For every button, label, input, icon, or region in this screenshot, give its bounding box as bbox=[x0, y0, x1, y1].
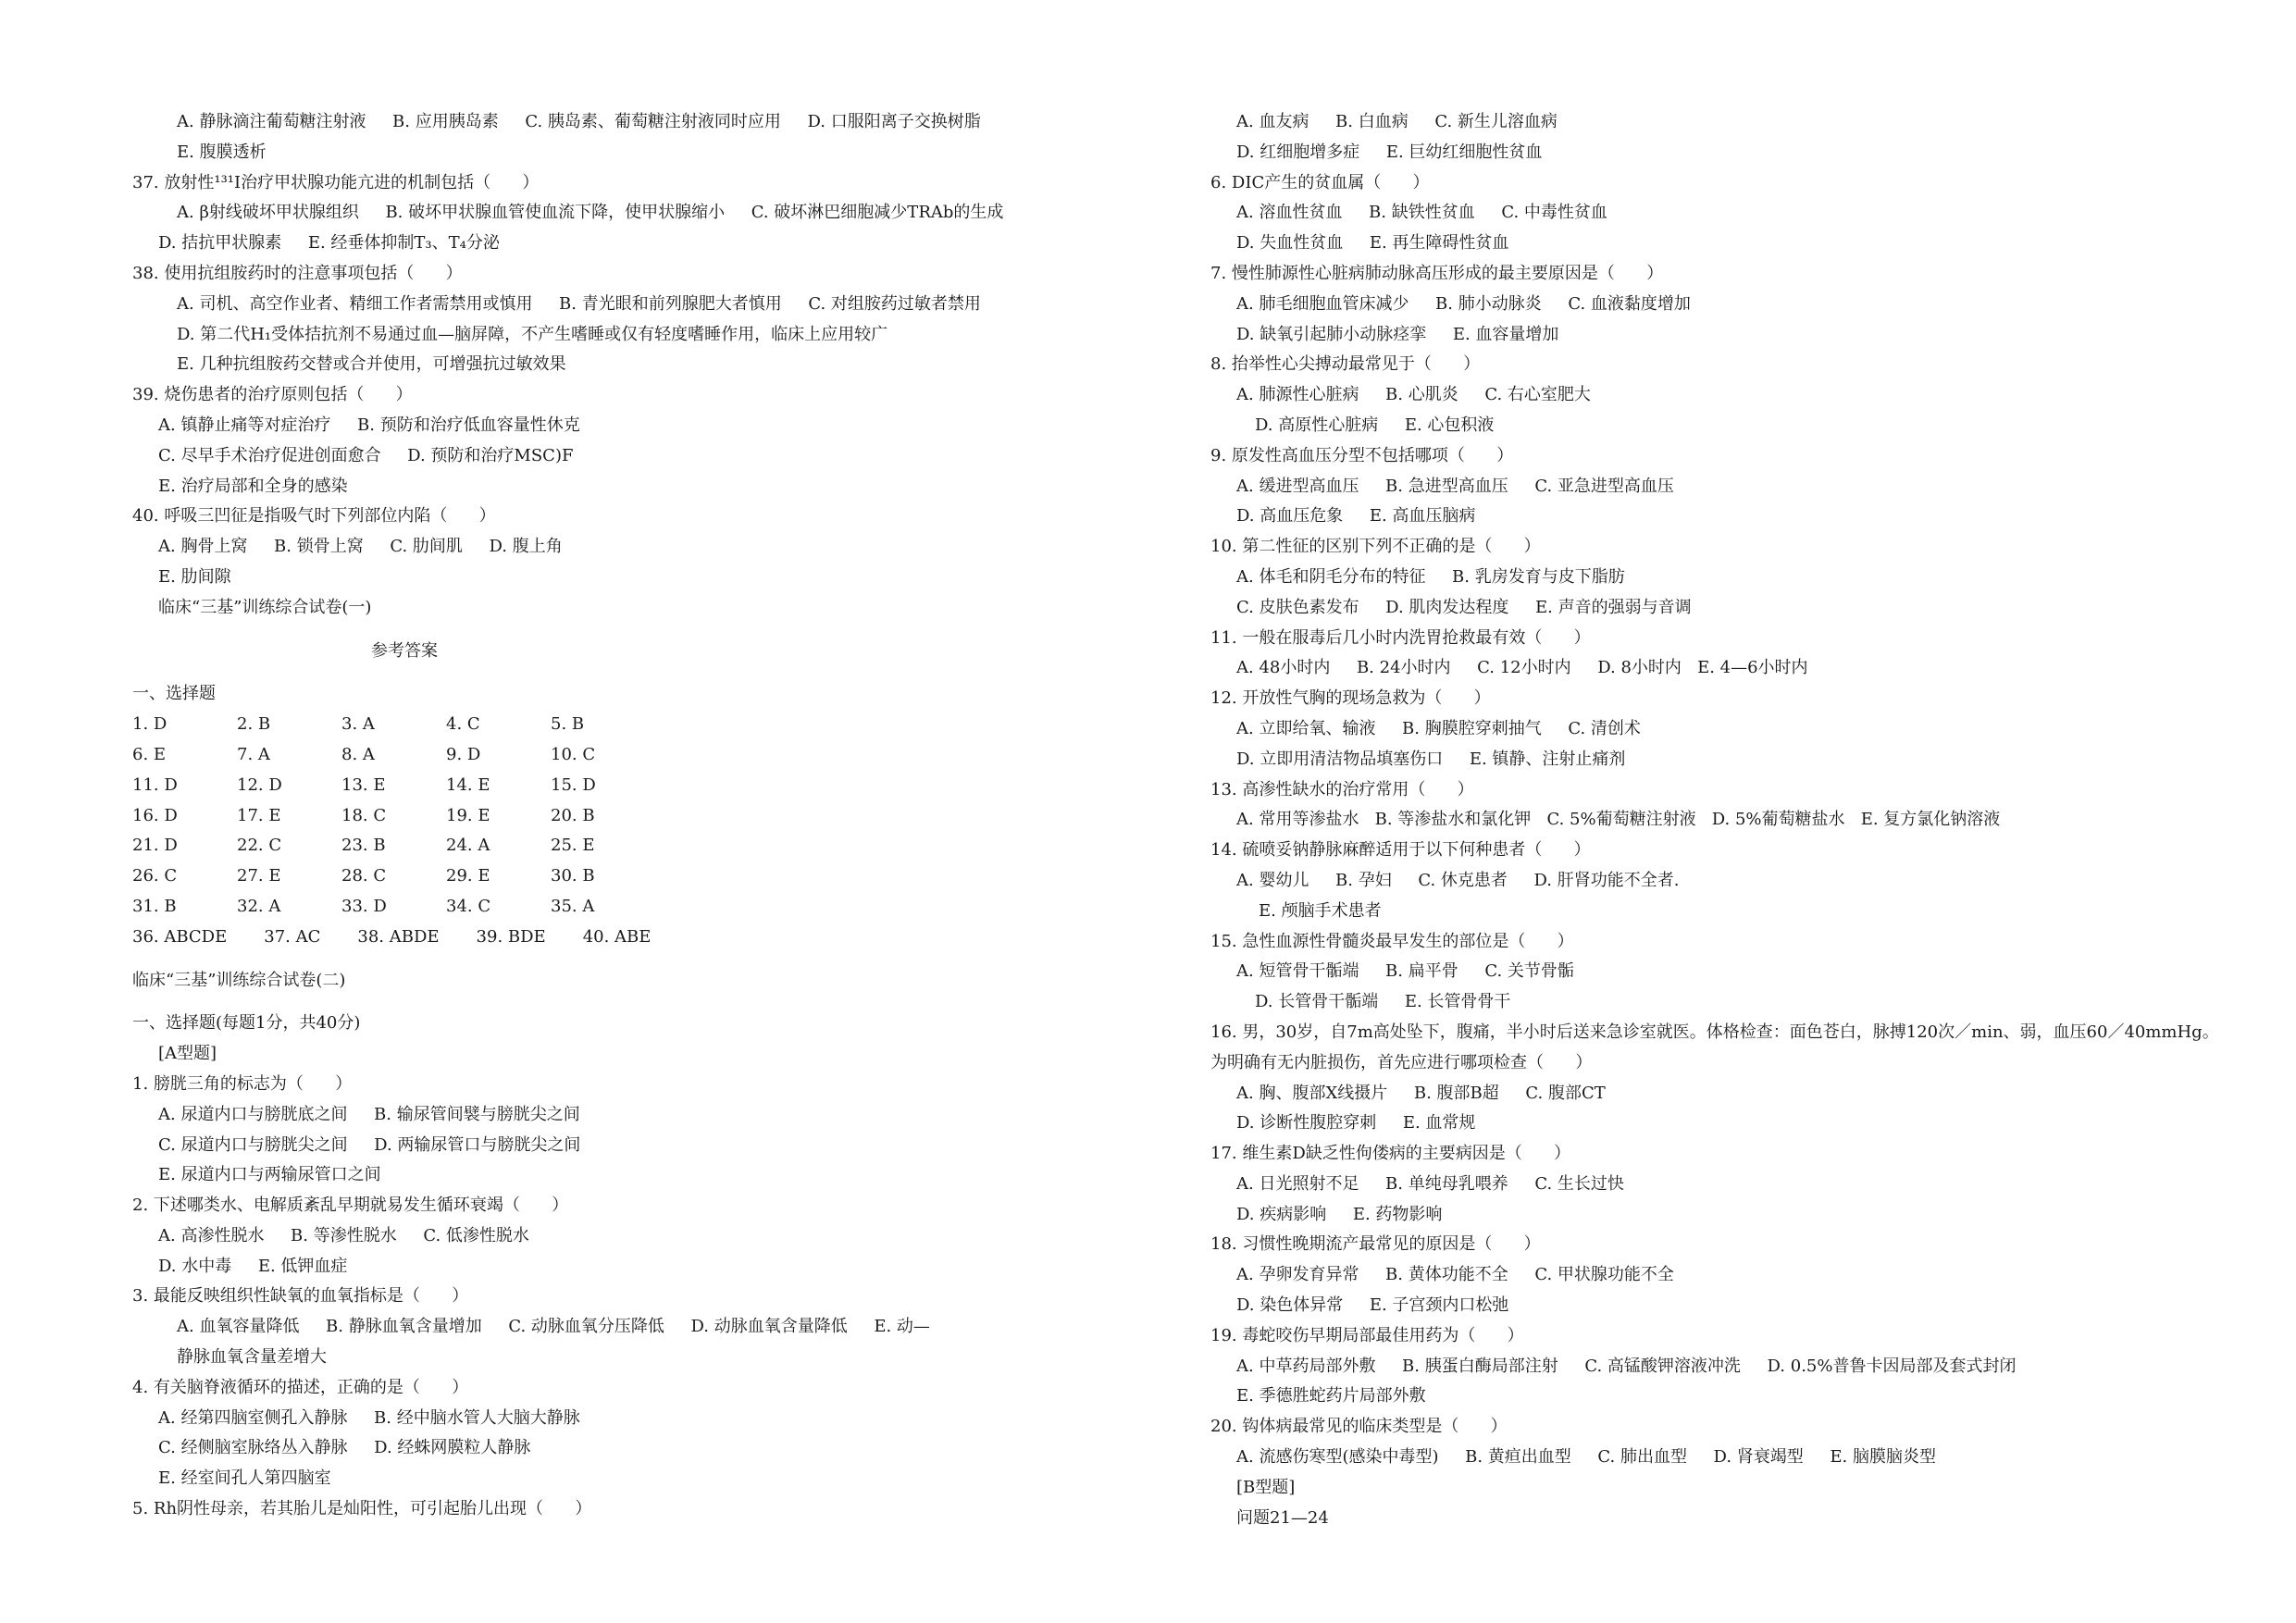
answer-cell: 27. E bbox=[237, 866, 281, 886]
option-line: D. 缺氧引起肺小动脉痉挛 E. 血容量增加 bbox=[1236, 324, 1559, 344]
option-line: E. 腹膜透析 bbox=[177, 142, 267, 162]
option-line: 静脉血氧含量差增大 bbox=[177, 1347, 327, 1368]
option-line: A. 血友病 B. 白血病 C. 新生儿溶血病 bbox=[1236, 112, 1558, 131]
option-line: A. 常用等渗盐水 B. 等渗盐水和氯化钾 C. 5%葡萄糖注射液 D. 5%葡萄糖盐水 E. 复方氯化钠溶液 bbox=[1236, 810, 2001, 830]
option-line: A. β射线破坏甲状腺组织 B. 破坏甲状腺血管使血流下降，使甲状腺缩小 C. 破坏淋巴细胞减少TRAb的生成 bbox=[177, 203, 1004, 223]
question-line: 一、选择题(每题1分，共40分) bbox=[132, 1013, 361, 1034]
option-line: E. 几种抗组胺药交替或合并使用，可增强抗过敏效果 bbox=[177, 354, 566, 375]
option-line: A. 胸骨上窝 B. 锁骨上窝 C. 肋间肌 D. 腹上角 bbox=[158, 537, 563, 557]
option-line: A. 中草药局部外敷 B. 胰蛋白酶局部注射 C. 高锰酸钾溶液冲洗 D. 0.5%普鲁卡因局部及套式封闭 bbox=[1236, 1356, 2017, 1376]
option-line: C. 皮肤色素发布 D. 肌肉发达程度 E. 声音的强弱与音调 bbox=[1236, 597, 1692, 617]
question-line: 3. 最能反映组织性缺氧的血氧指标是（ ） bbox=[132, 1286, 469, 1307]
option-line: A. 立即给氧、输液 B. 胸膜腔穿刺抽气 C. 清创术 bbox=[1236, 718, 1641, 738]
answer-cell: 22. C bbox=[237, 836, 282, 856]
option-line: C. 尿道内口与膀胱尖之间 D. 两输尿管口与膀胱尖之间 bbox=[158, 1134, 581, 1155]
question-block-right bbox=[1210, 107, 2265, 1533]
question-line: 39. 烧伤患者的治疗原则包括（ ） bbox=[132, 385, 413, 405]
answer-cell: 3. A bbox=[341, 714, 375, 735]
question-line: 37. 放射性¹³¹I治疗甲状腺功能亢进的机制包括（ ） bbox=[132, 172, 540, 192]
answer-cell: 30. B bbox=[551, 866, 595, 886]
answer-cell: 20. B bbox=[551, 805, 595, 825]
option-line: D. 疾病影响 E. 药物影响 bbox=[1236, 1204, 1443, 1224]
answer-cell: 32. A bbox=[237, 896, 281, 916]
option-line: D. 高原性心脏病 E. 心包积液 bbox=[1255, 415, 1495, 435]
answer-cell: 40. ABE bbox=[582, 926, 652, 947]
spacer bbox=[132, 953, 1160, 966]
question-line: 5. Rh阴性母亲，若其胎儿是灿阳性，可引起胎儿出现（ ） bbox=[132, 1499, 592, 1519]
option-line: C. 经侧脑室脉络丛入静脉 D. 经蛛网膜粒人静脉 bbox=[158, 1438, 531, 1458]
question-line: 11. 一般在服毒后几小时内洗胃抢救最有效（ ） bbox=[1210, 627, 1591, 648]
question-line: 12. 开放性气胸的现场急救为（ ） bbox=[1210, 688, 1491, 709]
answer-cell: 1. D bbox=[132, 714, 168, 735]
option-line: E. 尿道内口与两输尿管口之间 bbox=[158, 1165, 381, 1185]
option-line: D. 立即用清洁物品填塞伤口 E. 镇静、注射止痛剂 bbox=[1236, 749, 1626, 769]
question-line: 2. 下述哪类水、电解质紊乱早期就易发生循环衰竭（ ） bbox=[132, 1196, 569, 1216]
left-column bbox=[132, 107, 1160, 1525]
answer-cell: 10. C bbox=[551, 744, 596, 764]
question-line: 为明确有无内脏损伤，首先应进行哪项检查（ ） bbox=[1210, 1052, 1593, 1072]
option-line: 临床“三基”训练综合试卷(一) bbox=[158, 597, 372, 617]
answer-cell: 14. E bbox=[446, 774, 490, 795]
option-line: A. 尿道内口与膀胱底之间 B. 输尿管间襞与膀胱尖之间 bbox=[158, 1104, 580, 1124]
question-line: 1. 膀胱三角的标志为（ ） bbox=[132, 1073, 353, 1094]
option-line: A. 血氧容量降低 B. 静脉血氧含量增加 C. 动脉血氧分压降低 D. 动脉血氧含量降低 E. 动— bbox=[177, 1317, 930, 1337]
option-line: E. 治疗局部和全身的感染 bbox=[158, 476, 348, 496]
answer-cell: 39. BDE bbox=[476, 926, 546, 947]
answer-cell: 5. B bbox=[551, 714, 585, 735]
option-line: A. 经第四脑室侧孔入静脉 B. 经中脑水管人大脑大静脉 bbox=[158, 1407, 580, 1428]
answer-row bbox=[132, 892, 1160, 923]
answer-cell: 12. D bbox=[237, 774, 282, 795]
answer-cell: 38. ABDE bbox=[357, 926, 440, 947]
answer-cell: 24. A bbox=[446, 836, 490, 856]
answer-cell: 25. E bbox=[551, 836, 595, 856]
answer-cell: 9. D bbox=[446, 744, 481, 764]
answer-row-multi bbox=[132, 923, 1160, 953]
option-line: D. 失血性贫血 E. 再生障碍性贫血 bbox=[1236, 233, 1509, 254]
question-line: 40. 呼吸三凹征是指吸气时下列部位内陷（ ） bbox=[132, 506, 496, 527]
answer-cell: 18. C bbox=[341, 805, 387, 825]
spacer bbox=[132, 666, 1160, 679]
answer-row bbox=[132, 710, 1160, 740]
answer-cell: 23. B bbox=[341, 836, 386, 856]
option-line: C. 尽早手术治疗促进创面愈合 D. 预防和治疗MSC)F bbox=[158, 445, 574, 465]
option-line: A. 体毛和阴毛分布的特征 B. 乳房发育与皮下脂肪 bbox=[1236, 566, 1625, 587]
question-block-bottom bbox=[132, 1009, 1160, 1525]
option-line: D. 高血压危象 E. 高血压脑病 bbox=[1236, 506, 1476, 527]
question-line: 10. 第二性征的区别下列不正确的是（ ） bbox=[1210, 537, 1541, 557]
question-line: 6. DIC产生的贫血属（ ） bbox=[1210, 172, 1430, 192]
option-line: D. 拮抗甲状腺素 E. 经垂体抑制T₃、T₄分泌 bbox=[158, 233, 500, 254]
answer-cell: 35. A bbox=[551, 896, 595, 916]
answer-cell: 4. C bbox=[446, 714, 480, 735]
answer-cell: 31. B bbox=[132, 896, 177, 916]
section-heading: 一、选择题 bbox=[132, 684, 216, 704]
answer-cell: 37. AC bbox=[264, 926, 321, 947]
option-line: D. 诊断性腹腔穿刺 E. 血常规 bbox=[1236, 1113, 1476, 1134]
option-line: [B型题] bbox=[1236, 1477, 1296, 1497]
option-line: D. 染色体异常 E. 子宫颈内口松弛 bbox=[1236, 1295, 1509, 1316]
option-line: A. 镇静止痛等对症治疗 B. 预防和治疗低血容量性休克 bbox=[158, 415, 580, 435]
answer-cell: 15. D bbox=[551, 774, 596, 795]
option-line: A. 司机、高空作业者、精细工作者需禁用或慎用 B. 青光眼和前列腺肥大者慎用 C. 对组胺药过敏者禁用 bbox=[177, 293, 981, 314]
right-column bbox=[1210, 107, 2265, 1533]
option-line: D. 长管骨干骺端 E. 长管骨骨干 bbox=[1255, 992, 1511, 1012]
option-line: E. 经室间孔人第四脑室 bbox=[158, 1468, 331, 1489]
option-line: A. 溶血性贫血 B. 缺铁性贫血 C. 中毒性贫血 bbox=[1236, 203, 1607, 223]
answer-cell: 26. C bbox=[132, 866, 178, 886]
question-line: 8. 抬举性心尖搏动最常见于（ ） bbox=[1210, 354, 1481, 375]
option-line: [A型题] bbox=[158, 1044, 217, 1064]
answer-cell: 8. A bbox=[341, 744, 375, 764]
option-line: E. 颅脑手术患者 bbox=[1259, 900, 1382, 921]
answer-cell: 6. E bbox=[132, 744, 167, 764]
question-line: 19. 毒蛇咬伤早期局部最佳用药为（ ） bbox=[1210, 1325, 1524, 1345]
option-line: E. 季德胜蛇药片局部外敷 bbox=[1236, 1386, 1426, 1406]
answer-row bbox=[132, 801, 1160, 832]
option-line: A. 48小时内 B. 24小时内 C. 12小时内 D. 8小时内 E. 4—6小时内 bbox=[1236, 658, 1808, 678]
question-line: 18. 习惯性晚期流产最常见的原因是（ ） bbox=[1210, 1234, 1541, 1255]
question-line: 20. 钩体病最常见的临床类型是（ ） bbox=[1210, 1417, 1508, 1437]
option-line: D. 水中毒 E. 低钾血症 bbox=[158, 1256, 348, 1276]
question-line: 13. 高渗性缺水的治疗常用（ ） bbox=[1210, 779, 1474, 799]
option-line: A. 日光照射不足 B. 单纯母乳喂养 C. 生长过快 bbox=[1236, 1173, 1624, 1194]
question-line: 4. 有关脑脊液循环的描述，正确的是（ ） bbox=[132, 1377, 469, 1397]
answer-cell: 28. C bbox=[341, 866, 387, 886]
answer-cell: 29. E bbox=[446, 866, 490, 886]
option-line: A. 肺毛细胞血管床减少 B. 肺小动脉炎 C. 血液黏度增加 bbox=[1236, 293, 1691, 314]
answer-cell: 36. ABCDE bbox=[132, 926, 228, 947]
answer-cell: 7. A bbox=[237, 744, 270, 764]
question-block-top bbox=[132, 107, 1160, 624]
option-line: A. 孕卵发育异常 B. 黄体功能不全 C. 甲状腺功能不全 bbox=[1236, 1265, 1674, 1285]
option-line: D. 第二代H₁受体拮抗剂不易通过血—脑屏障，不产生嗜睡或仅有轻度嗜睡作用，临床上应用较广 bbox=[177, 324, 888, 344]
question-line: 38. 使用抗组胺药时的注意事项包括（ ） bbox=[132, 263, 463, 283]
option-line: A. 短管骨干骺端 B. 扁平骨 C. 关节骨骺 bbox=[1236, 961, 1574, 982]
option-line: E. 肋间隙 bbox=[158, 566, 231, 587]
option-line: A. 胸、腹部X线摄片 B. 腹部B超 C. 腹部CT bbox=[1236, 1083, 1606, 1103]
option-line: A. 流感伤寒型(感染中毒型) B. 黄疸出血型 C. 肺出血型 D. 肾衰竭型 E. 脑膜脑炎型 bbox=[1236, 1447, 1936, 1468]
option-line: A. 高渗性脱水 B. 等渗性脱水 C. 低渗性脱水 bbox=[158, 1225, 529, 1245]
question-line: 17. 维生素D缺乏性佝偻病的主要病因是（ ） bbox=[1210, 1144, 1571, 1164]
question-line: 14. 硫喷妥钠静脉麻醉适用于以下何种患者（ ） bbox=[1210, 840, 1591, 861]
paper-two-title: 临床“三基”训练综合试卷(二) bbox=[132, 970, 346, 990]
answer-row bbox=[132, 861, 1160, 892]
answer-grid bbox=[132, 710, 1160, 923]
answer-cell: 21. D bbox=[132, 836, 178, 856]
spacer bbox=[132, 996, 1160, 1009]
option-line: A. 静脉滴注葡萄糖注射液 B. 应用胰岛素 C. 胰岛素、葡萄糖注射液同时应用 D. 口服阳离子交换树脂 bbox=[177, 112, 981, 131]
option-line: A. 婴幼儿 B. 孕妇 C. 休克患者 D. 肝肾功能不全者. bbox=[1236, 870, 1680, 890]
question-line: 9. 原发性高血压分型不包括哪项（ ） bbox=[1210, 445, 1514, 465]
question-line: 15. 急性血源性骨髓炎最早发生的部位是（ ） bbox=[1210, 931, 1574, 951]
spacer bbox=[132, 624, 1160, 637]
answer-cell: 11. D bbox=[132, 774, 178, 795]
answer-cell: 34. C bbox=[446, 896, 491, 916]
option-line: D. 红细胞增多症 E. 巨幼红细胞性贫血 bbox=[1236, 142, 1543, 162]
option-line: A. 缓进型高血压 B. 急进型高血压 C. 亚急进型高血压 bbox=[1236, 476, 1674, 496]
answer-row bbox=[132, 831, 1160, 861]
option-line: A. 肺源性心脏病 B. 心肌炎 C. 右心室肥大 bbox=[1236, 385, 1591, 405]
question-line: 7. 慢性肺源性心脏病肺动脉高压形成的最主要原因是（ ） bbox=[1210, 263, 1664, 283]
question-line: 16. 男，30岁，自7m高处坠下，腹痛，半小时后送来急诊室就医。体格检查：面色苍白，脉搏120次／min、弱，血压60／40mmHg。 bbox=[1210, 1022, 2219, 1042]
answer-cell: 17. E bbox=[237, 805, 281, 825]
answer-row bbox=[132, 771, 1160, 801]
answer-cell: 13. E bbox=[341, 774, 386, 795]
answer-key-title: 参考答案 bbox=[371, 640, 438, 661]
answer-row bbox=[132, 740, 1160, 771]
answer-cell: 16. D bbox=[132, 805, 178, 825]
option-line: 问题21—24 bbox=[1236, 1507, 1329, 1528]
answer-cell: 2. B bbox=[237, 714, 271, 735]
answer-cell: 33. D bbox=[341, 896, 387, 916]
answer-cell: 19. E bbox=[446, 805, 490, 825]
